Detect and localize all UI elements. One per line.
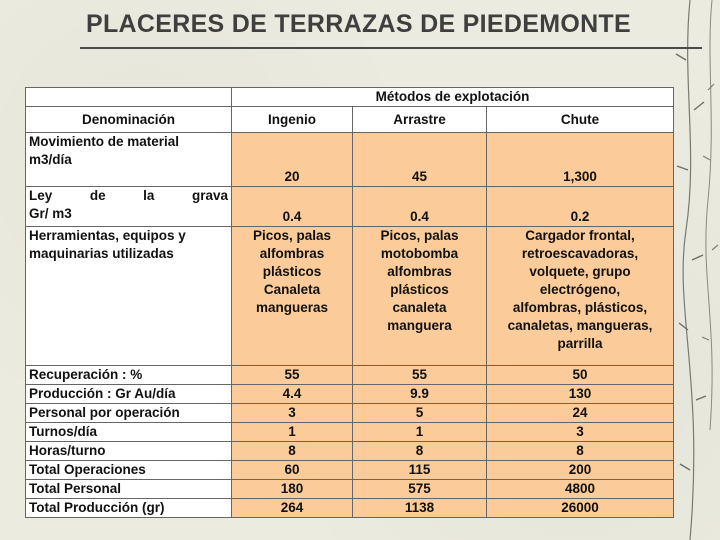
tool-line: electrógeno,	[539, 282, 621, 297]
cell-chute: 8	[487, 442, 674, 461]
table-row-movimiento	[26, 133, 674, 187]
cell-arrastre: 1	[353, 423, 487, 442]
cell-ingenio: 55	[232, 366, 353, 385]
tool-line: plásticos	[390, 282, 449, 297]
cell-ingenio	[232, 227, 353, 366]
tool-line: parrilla	[557, 336, 603, 351]
label-line: m3/día	[29, 152, 72, 167]
label-line: Gr/ m3	[29, 206, 72, 221]
table-row-total-produccion	[26, 499, 674, 518]
cell-chute: 24	[487, 404, 674, 423]
cell-arrastre: 55	[353, 366, 487, 385]
cell-arrastre: 8	[353, 442, 487, 461]
cell-ingenio: 20	[232, 133, 353, 187]
cell-arrastre: 45	[353, 133, 487, 187]
cell-chute	[487, 227, 674, 366]
tool-line: Picos, palas	[252, 228, 332, 243]
label-line: Herramientas, equipos y	[29, 228, 186, 243]
table-header-group-row	[26, 88, 674, 107]
header-empty-cell	[26, 88, 232, 107]
cell-chute: 4800	[487, 480, 674, 499]
cell-ingenio: 264	[232, 499, 353, 518]
row-label-herramientas	[26, 227, 232, 366]
tool-line: motobomba	[380, 246, 459, 261]
cell-ingenio: 1	[232, 423, 353, 442]
slide-title: PLACERES DE TERRAZAS DE PIEDEMONTE	[86, 10, 631, 38]
header-denominacion: Denominación	[26, 107, 232, 133]
table-row-total-operaciones	[26, 461, 674, 480]
cell-arrastre: 115	[353, 461, 487, 480]
tool-line: alfombras	[387, 264, 452, 279]
cell-arrastre: 1138	[353, 499, 487, 518]
cell-chute: 0.2	[487, 187, 674, 227]
cell-chute: 26000	[487, 499, 674, 518]
cell-ingenio: 60	[232, 461, 353, 480]
cell-chute: 3	[487, 423, 674, 442]
table-row-turnos	[26, 423, 674, 442]
tool-line: mangueras	[255, 300, 329, 315]
cell-ingenio: 3	[232, 404, 353, 423]
table-row-total-personal	[26, 480, 674, 499]
header-chute: Chute	[487, 107, 674, 133]
row-label-movimiento	[26, 133, 232, 187]
cell-arrastre	[353, 227, 487, 366]
tool-line: canaleta	[392, 300, 447, 315]
title-underline	[80, 47, 702, 49]
row-label: Personal por operación	[26, 404, 232, 423]
cell-chute: 50	[487, 366, 674, 385]
cell-chute: 130	[487, 385, 674, 404]
tool-line: canaletas, mangueras,	[507, 318, 653, 333]
cell-ingenio: 0.4	[232, 187, 353, 227]
cell-arrastre: 575	[353, 480, 487, 499]
cell-arrastre: 9.9	[353, 385, 487, 404]
row-label: Total Personal	[26, 480, 232, 499]
label-line: Movimiento de material	[29, 134, 180, 149]
label-line: Ley de la grava	[29, 188, 228, 203]
table-row-herramientas	[26, 227, 674, 366]
tool-line: Canaleta	[263, 282, 321, 297]
row-label-ley	[26, 187, 232, 227]
table-row-recuperacion	[26, 366, 674, 385]
tool-line: retroescavadoras,	[521, 246, 639, 261]
row-label: Total Producción (gr)	[26, 499, 232, 518]
row-label: Turnos/día	[26, 423, 232, 442]
table-row-horas	[26, 442, 674, 461]
row-label: Recuperación : %	[26, 366, 232, 385]
header-arrastre: Arrastre	[353, 107, 487, 133]
cell-chute: 1,300	[487, 133, 674, 187]
header-metodos: Métodos de explotación	[232, 88, 674, 107]
table-header-row	[26, 107, 674, 133]
row-label: Producción : Gr Au/día	[26, 385, 232, 404]
tool-line: manguera	[387, 318, 452, 333]
cell-arrastre: 0.4	[353, 187, 487, 227]
tool-line: alfombras, plásticos,	[512, 300, 648, 315]
table-row-ley	[26, 187, 674, 227]
tool-line: Cargador frontal,	[525, 228, 635, 243]
tool-line: alfombras	[259, 246, 325, 261]
cell-ingenio: 4.4	[232, 385, 353, 404]
row-label: Horas/turno	[26, 442, 232, 461]
tool-line: plásticos	[262, 264, 322, 279]
cell-ingenio: 180	[232, 480, 353, 499]
table-row-produccion	[26, 385, 674, 404]
tool-line: volquete, grupo	[529, 264, 631, 279]
cell-ingenio: 8	[232, 442, 353, 461]
cell-chute: 200	[487, 461, 674, 480]
row-label: Total Operaciones	[26, 461, 232, 480]
cell-arrastre: 5	[353, 404, 487, 423]
label-line: maquinarias utilizadas	[29, 246, 174, 261]
table-row-personal	[26, 404, 674, 423]
header-ingenio: Ingenio	[232, 107, 353, 133]
tool-line: Picos, palas	[380, 228, 459, 243]
methods-table	[25, 87, 674, 518]
